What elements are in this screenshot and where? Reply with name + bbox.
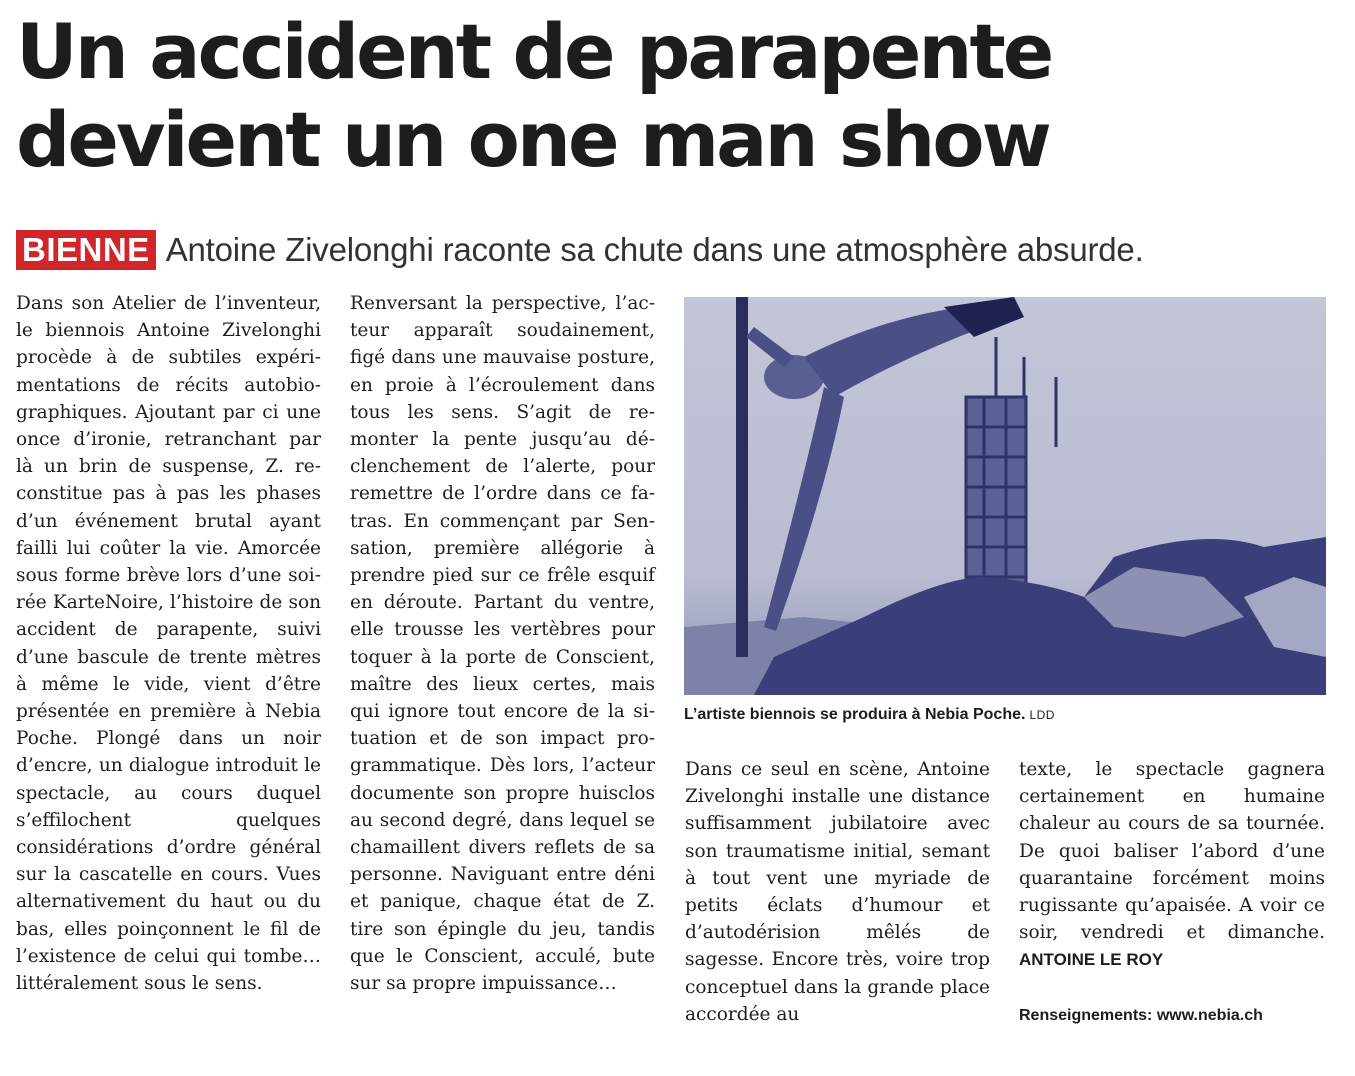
article-photo	[684, 297, 1326, 695]
text-column-2	[350, 290, 655, 997]
photo-credit: LDD	[1029, 708, 1055, 722]
photo-illustration	[684, 297, 1326, 695]
headline	[16, 8, 1336, 184]
paragraph: Dans ce seul en scène, Antoine Zivelonghi installe une distance suffisamment jubilatoire avec son traumatisme initial, semant à tout vent une myriade de petits éclats d’humour et d’autodérision mêlés de sagesse. Encore très, voire trop conceptuel dans la grande place accordée au	[685, 759, 990, 1025]
headline-line-1: Un accident de parapente	[16, 7, 1052, 96]
paragraph-text: texte, le spectacle gagnera certainement en humaine chaleur au cours de sa tournée. De quoi baliser l’abord d’une quarantaine forcément moins rugissante qu’apaisée. A voir ce soir, vendredi et dimanche.	[1019, 759, 1325, 944]
text-column-1	[16, 290, 321, 997]
headline-line-2: devient un one man show	[16, 95, 1049, 184]
paragraph: Renversant la perspective, l’acteur apparaît soudainement, figé dans une mauvaise posture, en proie à l’écroulement dans tous les sens. S’agit de remonter la pente jusqu’au déclenchement de l’alerte, pour remettre de l’ordre dans ce fatras. En commençant par Sensation, première allégorie à prendre pied sur ce frêle esquif en déroute. Partant du ventre, elle trousse les vertèbres pour toquer à la porte de Conscient, maître des lieux certes, mais qui ignore tout encore de la situation et de son impact programmatique. Dès lors, l’acteur documente son propre huisclos au second degré, dans lequel se chamaillent divers reflets de sa personne. Naviguant entre déni et panique, chaque état de Z. tire son épingle du jeu, tandis que le Conscient, acculé, bute sur sa propre impuissance…	[350, 293, 655, 995]
text-column-4	[1019, 756, 1325, 974]
kicker-row	[16, 229, 1144, 271]
author-byline: ANTOINE LE ROY	[1019, 950, 1164, 970]
photo-caption	[684, 706, 1326, 724]
info-line: Renseignements: www.nebia.ch	[1019, 1007, 1263, 1024]
location-kicker: BIENNE	[16, 230, 156, 270]
paragraph-with-byline	[1019, 756, 1325, 974]
paragraph: Dans son Atelier de l’inventeur, le biennois Antoine Zivelonghi procède à de subtiles expérimentations de récits autobiographiques. Ajoutant par ci une once d’ironie, retranchant par là un brin de suspense, Z. reconstitue pas à pas les phases d’un événement brutal ayant failli lui coûter la vie. Amorcée sous forme brève lors d’une soirée KarteNoire, l’histoire de son accident de parapente, suivi d’une bascule de trente mètres à même le vide, vient d’être présentée en première à Nebia Poche. Plongé dans un noir d’encre, un dialogue introduit le spectacle, au cours duquel s’effilochent quelques considérations d’ordre général sur la cascatelle en cours. Vues alternativement du haut ou du bas, elles poinçonnent le fil de l’existence de celui qui tombe… littéralement sous le sens.	[16, 293, 321, 995]
caption-text: L’artiste biennois se produira à Nebia Poche.	[684, 706, 1026, 723]
text-column-3	[685, 756, 990, 1028]
subheadline: Antoine Zivelonghi raconte sa chute dans une atmosphère absurde.	[165, 231, 1144, 268]
